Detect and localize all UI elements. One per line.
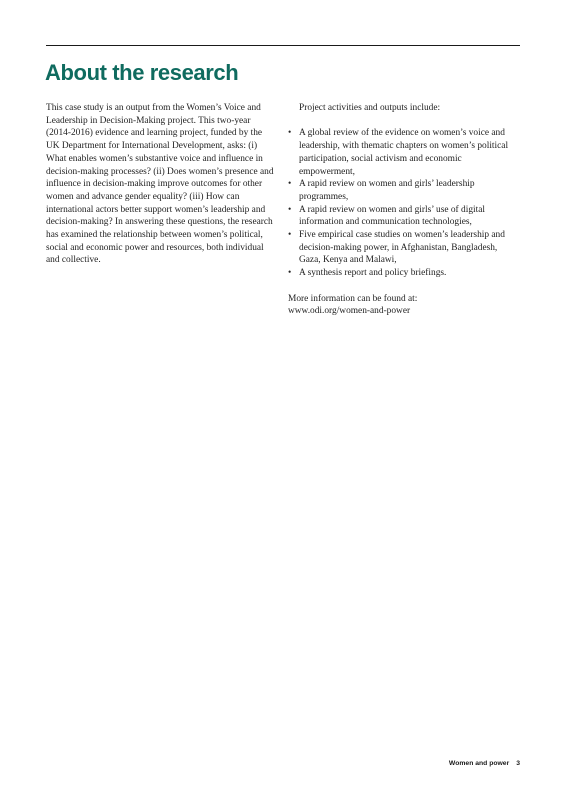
research-description: This case study is an output from the Women’s Voice and Leadership in Decision-Making project. This two-year (2014-2016) evidence and learning project, funded by the UK Department for International Development, asks: (i) What enables women’s substantive voice and influence in decision-making processes? (ii) Does women’s presence and influence in decision-making improve outcomes for other women and advance gender equality? (iii) How can international actors better support women’s leadership and decision-making? In answering these questions, the research has examined the relationship between women’s political, social and economic power and resources, both individual and collective. <box>46 103 274 266</box>
list-item-text: A synthesis report and policy briefings. <box>299 268 447 279</box>
list-item-text: A global review of the evidence on women’s voice and leadership, with thematic chapters on women’s political participation, social activism and economic empowerment, <box>299 128 509 177</box>
list-item <box>288 229 520 267</box>
list-item <box>288 178 520 203</box>
list-item-text: Five empirical case studies on women’s leadership and decision-making power, in Afghanistan, Bangladesh, Gaza, Kenya and Malawi, <box>299 230 505 266</box>
list-item <box>288 204 520 229</box>
bullet-icon: • <box>288 204 292 215</box>
more-info-link[interactable]: www.odi.org/women-and-power <box>288 306 411 317</box>
bullet-icon: • <box>288 268 292 279</box>
more-info-text: More information can be found at: <box>288 293 418 304</box>
right-column <box>288 102 520 318</box>
top-rule <box>46 45 520 46</box>
outputs-intro: Project activities and outputs include: <box>299 103 441 113</box>
page-number: 3 <box>516 760 520 767</box>
bullet-icon: • <box>288 230 292 241</box>
list-item <box>288 267 520 280</box>
left-column <box>46 102 274 267</box>
bullet-icon: • <box>288 128 292 139</box>
page-footer <box>449 760 520 767</box>
bullet-icon: • <box>288 179 292 190</box>
list-item-text: A rapid review on women and girls’ leadership programmes, <box>299 179 475 202</box>
outputs-list <box>288 127 520 279</box>
list-item <box>288 127 520 178</box>
list-item-text: A rapid review on women and girls’ use of digital information and communication technologies, <box>299 204 485 228</box>
page-title: About the research <box>45 60 239 85</box>
footer-label: Women and power <box>448 760 510 767</box>
